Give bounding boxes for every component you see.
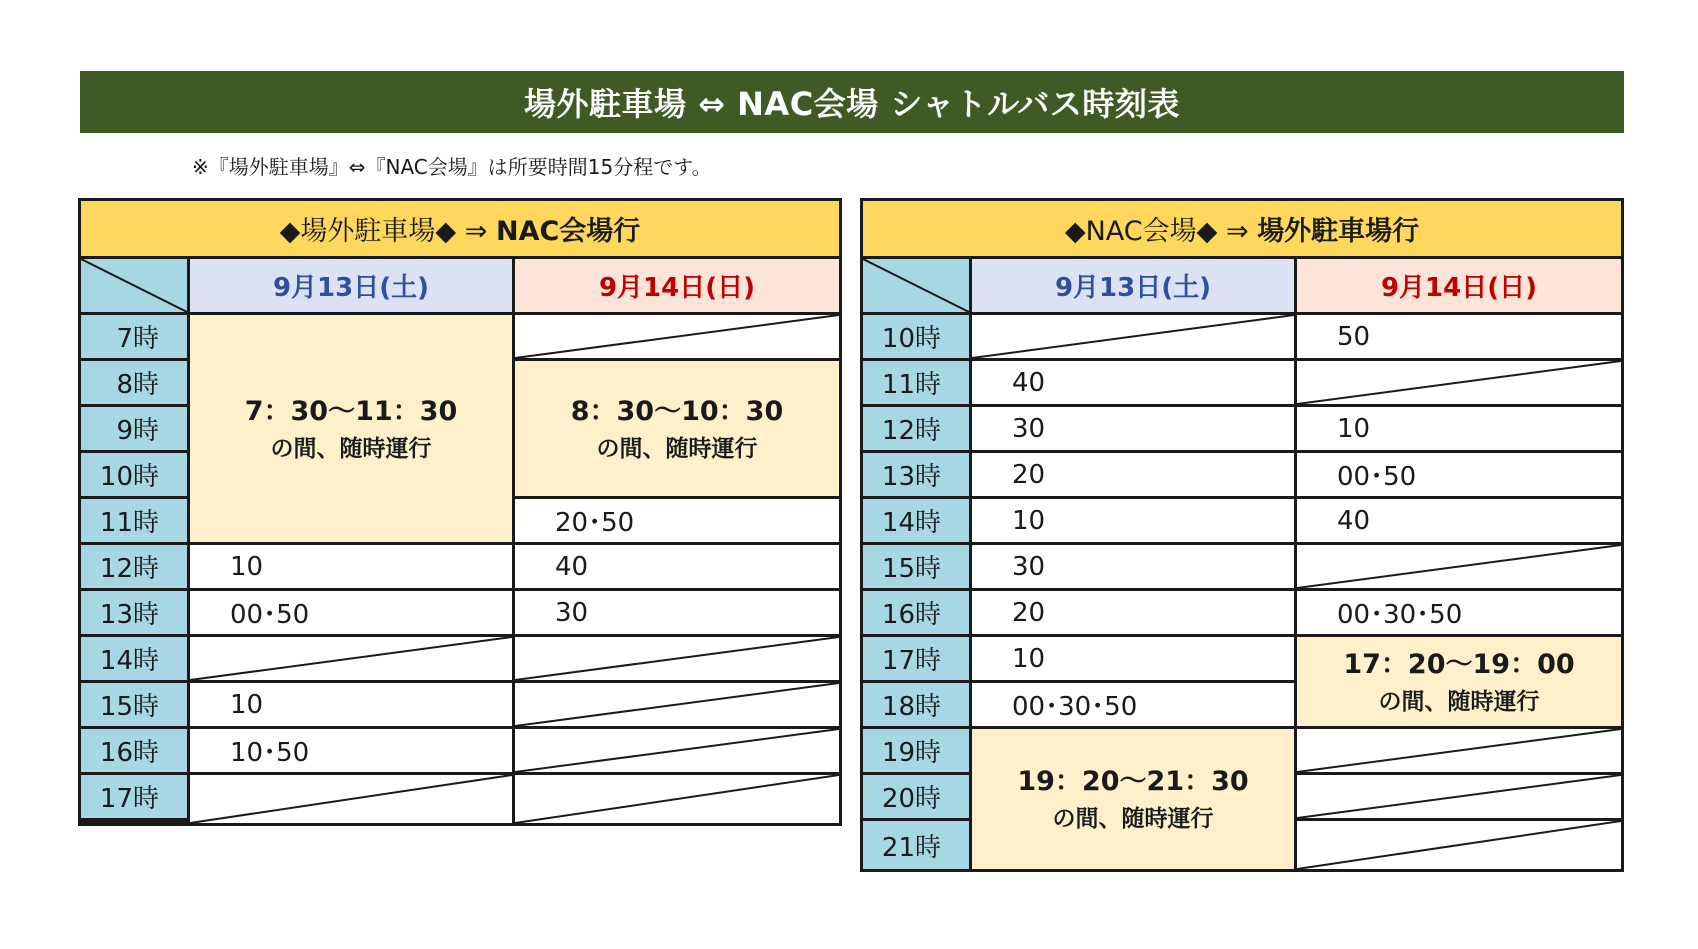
no-service-cell [1297,545,1621,588]
hour-label: 16時 [863,591,969,634]
hour-label: 14時 [81,637,187,680]
day-header-sat: 9月13日(土) [190,259,512,312]
departure-minutes: 40 [515,545,839,588]
hour-label: 16時 [81,729,187,772]
hour-label: 7時 [81,315,187,358]
hour-label: 17時 [81,775,187,818]
corner-cell [81,259,187,312]
continuous-service-block [1297,637,1621,726]
departure-minutes: 00･50 [1297,453,1621,496]
header-origin: ◆NAC会場◆ ⇒ [1064,216,1258,247]
corner-cell [863,259,969,312]
service-range-note: の間、随時運行 [596,435,758,462]
no-service-cell [1297,775,1621,818]
departure-minutes: 10 [972,499,1294,542]
hour-label: 21時 [863,821,969,869]
service-range-note: の間、随時運行 [1052,806,1214,832]
departure-minutes: 00･50 [190,591,512,634]
header-destination: 場外駐車場行 [1257,216,1420,247]
hour-label: 11時 [863,361,969,404]
departure-minutes: 20 [972,453,1294,496]
no-service-cell [972,315,1294,358]
departure-minutes: 00･30･50 [1297,591,1621,634]
hour-label: 10時 [81,453,187,496]
table-header [863,201,1621,256]
departure-minutes: 30 [972,545,1294,588]
page-title: 場外駐車場 ⇔ NAC会場 シャトルバス時刻表 [80,71,1624,133]
hour-label: 20時 [863,775,969,818]
no-service-cell [515,315,839,358]
hour-label: 12時 [863,407,969,450]
no-service-cell [515,683,839,726]
no-service-cell [1297,361,1621,404]
departure-minutes: 50 [1297,315,1621,358]
hour-label: 9時 [81,407,187,450]
service-range-time: 17：20～19：00 [1343,648,1575,680]
hour-label: 10時 [863,315,969,358]
departure-minutes: 40 [972,361,1294,404]
header-origin: ◆場外駐車場◆ ⇒ [279,216,496,247]
continuous-service-block [515,361,839,496]
departure-minutes: 30 [515,591,839,634]
no-service-cell [1297,729,1621,772]
hour-label: 19時 [863,729,969,772]
no-service-cell [1297,821,1621,869]
day-header-sun: 9月14日(日) [1297,259,1621,312]
hour-label: 8時 [81,361,187,404]
hour-label: 17時 [863,637,969,680]
hour-label: 12時 [81,545,187,588]
no-service-cell [515,775,839,823]
travel-time-note: ※『場外駐車場』⇔『NAC会場』は所要時間15分程です。 [192,155,712,179]
hour-label: 13時 [81,591,187,634]
departure-minutes: 40 [1297,499,1621,542]
departure-minutes: 00･30･50 [972,683,1294,726]
service-range-note: の間、随時運行 [270,435,432,462]
departure-minutes: 20･50 [515,499,839,542]
departure-minutes: 10 [1297,407,1621,450]
departure-minutes: 20 [972,591,1294,634]
continuous-service-block [190,315,512,542]
departure-minutes: 10 [972,637,1294,680]
service-range-note: の間、随時運行 [1378,688,1540,715]
no-service-cell [515,637,839,680]
hour-label: 15時 [863,545,969,588]
no-service-cell [515,729,839,772]
table-header [81,201,839,256]
departure-minutes: 10 [190,545,512,588]
service-range-time: 19：20～21：30 [1017,766,1249,797]
departure-minutes: 10･50 [190,729,512,772]
day-header-sat: 9月13日(土) [972,259,1294,312]
hour-label: 11時 [81,499,187,542]
timetable-to-nac [78,198,842,826]
header-destination: NAC会場行 [496,216,641,247]
continuous-service-block [972,729,1294,869]
service-range-time: 8：30～10：30 [570,395,784,427]
timetable-to-parking [860,198,1624,872]
day-header-sun: 9月14日(日) [515,259,839,312]
no-service-cell [190,637,512,680]
service-range-time: 7：30～11：30 [244,395,458,427]
departure-minutes: 10 [190,683,512,726]
hour-label: 15時 [81,683,187,726]
departure-minutes: 30 [972,407,1294,450]
hour-label: 18時 [863,683,969,726]
no-service-cell [190,775,512,823]
hour-label: 14時 [863,499,969,542]
hour-label: 13時 [863,453,969,496]
